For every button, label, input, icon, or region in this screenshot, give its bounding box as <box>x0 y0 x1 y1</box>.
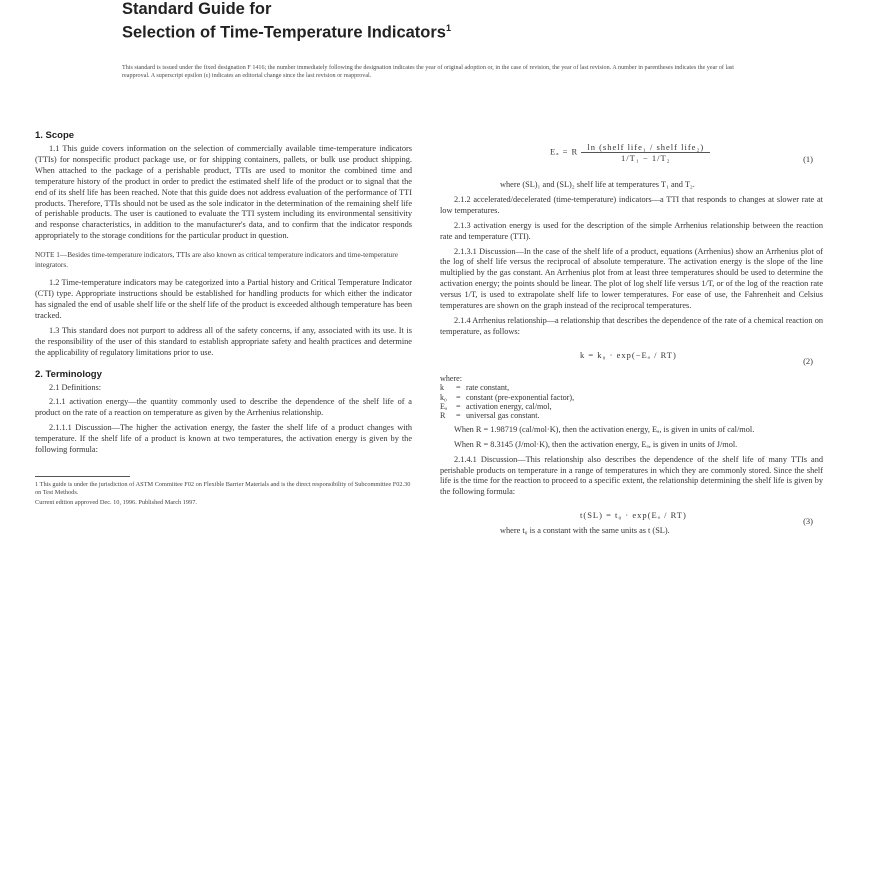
where-symbol: R <box>440 411 446 421</box>
where-note-2: When R = 8.3145 (J/mol·K), then the activation energy, Eₐ, is given in units of J/mol. <box>454 439 738 449</box>
where-item: k₀ = constant (pre-exponential factor), <box>440 392 575 402</box>
equation-2-body: k = k₀ · exp(−Eₐ / RT) <box>580 349 677 360</box>
document-title <box>122 0 451 43</box>
equation-3 <box>440 502 823 526</box>
where-symbol: Eₐ <box>440 402 448 411</box>
where-item: k = rate constant, <box>440 383 510 393</box>
para-2-1-3: 2.1.3 activation energy is used for the description of the simple Arrhenius relationship between the reaction rate and temperature (TTI). <box>440 220 823 241</box>
where-symbol: k <box>440 383 445 393</box>
footnote-1: 1 This guide is under the jurisdiction of ASTM Committee F02 on Flexible Barrier Materials and is the direct responsibility of Subcommittee F02.30 on Test Methods. <box>35 480 411 496</box>
title-footnote-mark: 1 <box>445 23 451 33</box>
equation-2 <box>440 342 823 372</box>
equation-3-where: where t₀ is a constant with the same units as t (SL). <box>500 526 670 536</box>
where-description: activation energy, cal/mol, <box>466 402 552 411</box>
equation-1-number: (1) <box>803 154 813 164</box>
scope-1-1: 1.1 This guide covers information on the selection of commercially available time-temperature indicators (TTIs) for nonspecific product package use, or for shipping containers, pallets, or bulk use product shipping. When attached to the package of a perishable product, TTIs are used to monitor the combined time and temperature history of the product in order to predict the estimated shelf life of the product or to signal that the end of its shelf life has been reached. Note that this guide does not address evaluation of the performance of TTI products. Therefore, TTIs should not be used as the sole indicator in the determination of the remaining shelf life of perishable products. The user is cautioned to evaluate the TTI system including its environmental sensitivity and response characteristics, in addition to the manufacturer's data, and to confirm that the indicator responds appropriately to the storage conditions for the particular product in question. <box>35 144 412 241</box>
left-column <box>35 130 412 507</box>
terminology-heading: 2. Terminology <box>35 368 102 380</box>
terminology-2-1-1-1: 2.1.1.1 Discussion—The higher the activation energy, the faster the shelf life of a product changes with temperature. If the shelf life of a product is known at two temperatures, the activation energy is given by the following formula: <box>35 423 412 455</box>
equation-1-where: where (SL)₁ and (SL)₂ shelf life at temperatures T₁ and T₂. <box>500 180 695 189</box>
equation-3-body: t(SL) = t₀ · exp(Eₐ / RT) <box>580 510 687 521</box>
title-line-2 <box>122 19 451 43</box>
right-column <box>440 140 823 541</box>
title-line-1: Standard Guide for <box>122 0 272 18</box>
equation-1 <box>440 140 823 180</box>
footnote-rule <box>35 476 130 477</box>
para-2-1-4-1: 2.1.4.1 Discussion—This relationship also describes the dependence of the shelf life of many TTIs and perishable products on temperature in a range of temperatures in which they are commonly stored. Since the shelf life is the time for the reaction to proceed to a specific extent, the relationship determining the shelf life is given by the following formula: <box>440 454 823 497</box>
where-description: universal gas constant. <box>466 411 540 421</box>
scope-heading: 1. Scope <box>35 130 75 141</box>
para-2-1-4: 2.1.4 Arrhenius relationship—a relationship that describes the dependence of the rate of a chemical reaction on temperature, as follows: <box>440 315 823 336</box>
scope-1-2: 1.2 Time-temperature indicators may be categorized into a Partial history and Critical Temperature Indicator (CTI) type. Appropriate instructions should be established for handling products for which either the indicator has signaled the end of usable shelf life or the shelf life of the product is exceeded although temperature has been tracked. <box>35 278 412 320</box>
title-line-2-text: Selection of Time-Temperature Indicators <box>122 23 446 42</box>
terminology-2-1-1: 2.1.1 activation energy—the quantity commonly used to describe the dependence of the shelf life of a product on the rate of a reaction on temperature as given by the Arrhenius relationship. <box>35 397 412 418</box>
where-label: where: <box>440 373 463 383</box>
where-list <box>440 374 823 421</box>
para-2-1-3-1: 2.1.3.1 Discussion—In the case of the shelf life of a product, equations (Arrhenius) show an Arrhenius plot of the log of shelf life versus the reciprocal of absolute temperature. The activation energy is the slope of the line multiplied by the gas constant. An Arrhenius plot from at least three temperatures should be used to determine the activation energy; the points should be linear. The plot of log shelf life versus 1/T, or of the log of the reaction rate versus 1/T, is used to extrapolate shelf life to lower temperatures. For ease of use, the Fahrenheit and Celsius temperatures are shown on the graph instead of the reciprocal temperatures. <box>440 246 823 311</box>
equation-2-number: (2) <box>803 355 813 366</box>
terminology-2-1: 2.1 Definitions: <box>49 382 102 392</box>
where-description: rate constant, <box>466 383 510 393</box>
scope-1-3: 1.3 This standard does not purport to address all of the safety concerns, if any, associated with its use. It is the responsibility of the user of this standard to establish appropriate safety and health practices and determine the applicability of regulatory limitations prior to use. <box>35 325 412 357</box>
equation-1-numerator: ln (shelf life₁ / shelf life₂) <box>581 142 710 153</box>
note-1: NOTE 1—Besides time-temperature indicators, TTIs are also known as critical temperature indicators and time-temperature integrators. <box>35 250 398 270</box>
standard-designation-note: This standard is issued under the fixed designation F 1416; the number immediately following the designation indicates the year of original adoption or, in the case of revision, the year of last revision. A number in parentheses indicates the year of last reapproval. A superscript epsilon (ε) indicates an editorial change since the last revision or reapproval. <box>122 65 734 80</box>
where-item: Eₐ = activation energy, cal/mol, <box>440 402 552 411</box>
where-item: R = universal gas constant. <box>440 411 540 421</box>
where-description: constant (pre-exponential factor), <box>466 392 575 402</box>
para-2-1-2: 2.1.2 accelerated/decelerated (time-temperature) indicators—a TTI that responds to changes at slower rate at low temperatures. <box>440 194 823 215</box>
equation-1-body <box>550 142 710 163</box>
equation-1-prefix: Eₐ = R <box>550 146 579 157</box>
where-symbol: k₀ <box>440 392 447 402</box>
where-note-1: When R = 1.98719 (cal/mol·K), then the activation energy, Eₐ, is given in units of cal/mol. <box>454 424 755 434</box>
equation-3-number: (3) <box>803 516 813 527</box>
footnote-2: Current edition approved Dec. 10, 1996. Published March 1997. <box>35 499 197 507</box>
equation-1-denominator: 1/T₁ − 1/T₂ <box>621 153 671 163</box>
